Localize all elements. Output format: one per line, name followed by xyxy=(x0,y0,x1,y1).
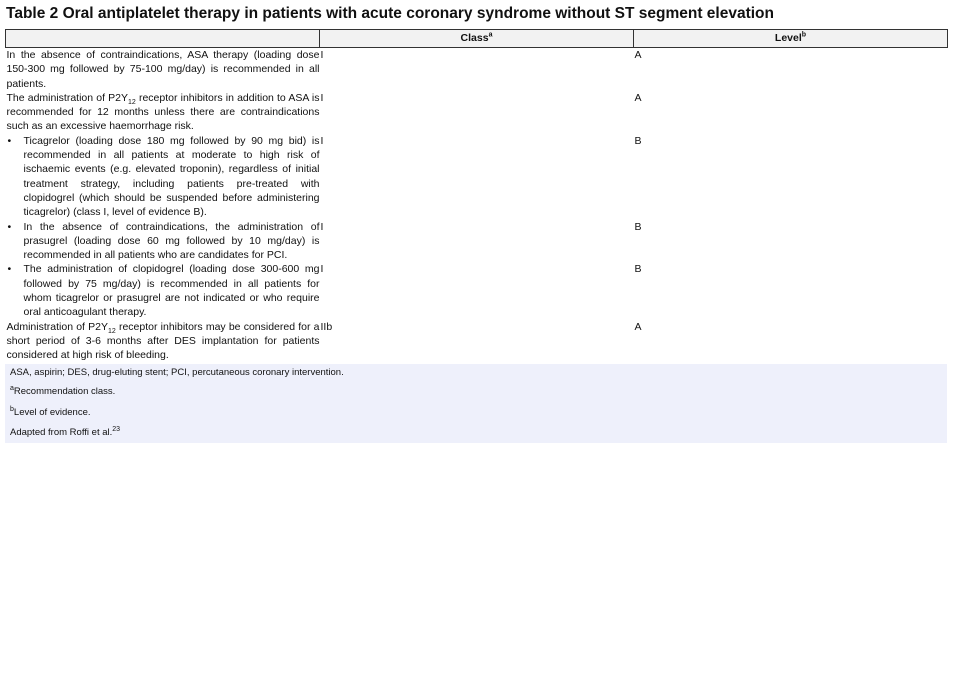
class-cell: I xyxy=(320,91,324,104)
recommendation-text: • The administration of clopidogrel (loading dose 300-600 mg followed by 75 mg/day) is recommended in all patients for whom ticagrelor or prasugrel are not indicated or who require oral anticoagulant therapy. xyxy=(7,263,320,319)
table-row xyxy=(6,48,948,91)
class-cell: IIb xyxy=(320,320,333,333)
bullet-icon: • xyxy=(7,220,12,233)
header-level: Level$^b$ xyxy=(634,30,948,48)
class-cell: I xyxy=(320,220,324,233)
level-cell: B xyxy=(634,134,642,147)
class-cell: I xyxy=(320,49,324,61)
footnote-class: $^a$Recommendation class. xyxy=(10,384,116,397)
recommendations-table xyxy=(5,29,948,363)
level-cell: B xyxy=(634,263,642,276)
level-cell: A xyxy=(634,49,642,61)
table-row xyxy=(6,220,948,263)
header-recommendation xyxy=(6,30,320,48)
level-cell: A xyxy=(634,91,642,104)
table-header-row xyxy=(6,30,948,48)
class-cell: I xyxy=(320,263,324,276)
class-cell: I xyxy=(320,134,324,147)
table-row xyxy=(6,134,948,220)
bullet-icon: • xyxy=(7,263,12,276)
table-title: Table 2 Oral antiplatelet therapy in patients with acute coronary syndrome without ST segment elevation xyxy=(6,5,774,22)
header-class: Class$^a$ xyxy=(320,30,634,48)
bullet-icon: • xyxy=(7,134,12,147)
table-row xyxy=(6,91,948,134)
recommendation-text: • In the absence of contraindications, the administration of prasugrel (loading dose 60 mg followed by 10 mg/day) is recommended in all patients who are candidates for PCI. xyxy=(7,220,320,262)
table-row xyxy=(6,262,948,319)
footnote-source: Adapted from Roffi et al.$^{23}$ xyxy=(10,425,121,438)
level-cell: A xyxy=(634,320,642,333)
recommendation-text: In the absence of contraindications, ASA therapy (loading dose 150-300 mg followed by 75-100 mg/day) is recommended in all patients. xyxy=(6,49,320,90)
footnote-abbreviations: ASA, aspirin; DES, drug-eluting stent; PCI, percutaneous coronary intervention. xyxy=(10,367,344,378)
table-row xyxy=(6,320,948,363)
recommendation-text: Administration of $P2Y_{12}$ receptor inhibitors may be considered for a short period of 3-6 months after DES implantation for patients considered at high risk of bleeding. xyxy=(6,320,320,362)
recommendation-text: • Ticagrelor (loading dose 180 mg followed by 90 mg bid) is recommended in all patients at moderate to high risk of ischaemic events (e.g. elevated troponin), regardless of initial treatment strategy, including patients pre-treated with clopidogrel (which should be suspended before administering ticagrelor) (class I, level of evidence B). xyxy=(7,134,320,219)
recommendation-text: The administration of $P2Y_{12}$ receptor inhibitors in addition to ASA is recommended for 12 months unless there are contraindications such as an excessive haemorrhage risk. xyxy=(6,91,320,133)
level-cell: B xyxy=(634,220,642,233)
footnote-level: $^b$Level of evidence. xyxy=(10,405,91,418)
table-footnotes xyxy=(5,364,947,443)
